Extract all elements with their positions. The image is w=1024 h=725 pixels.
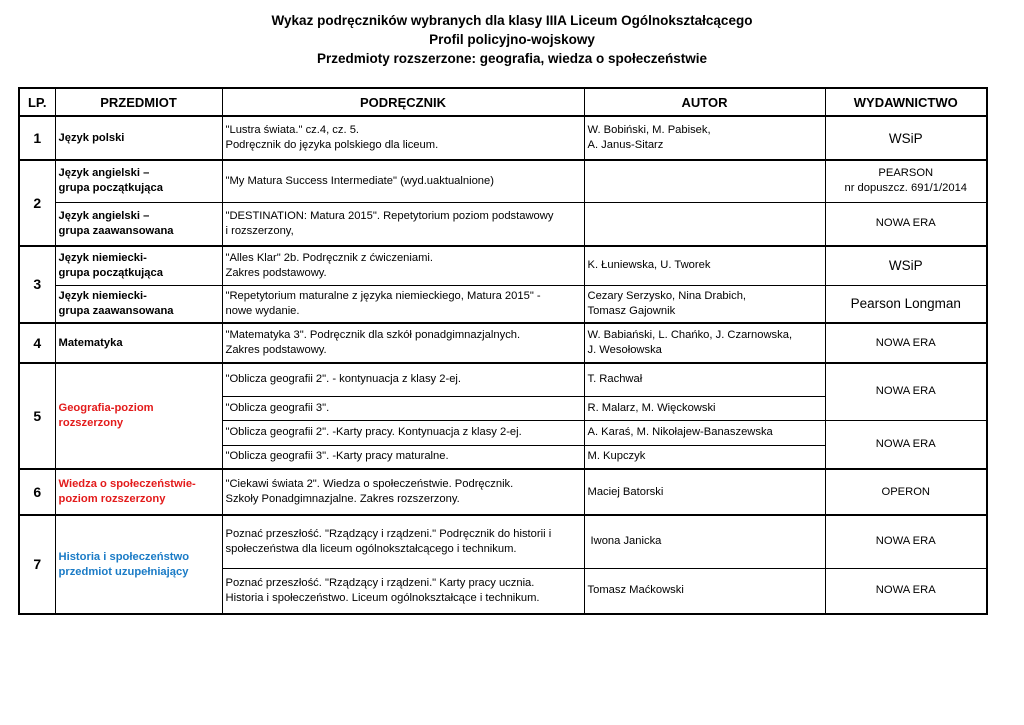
publisher-cell: NOWA ERA <box>825 323 987 363</box>
author-cell: R. Malarz, M. Więckowski <box>584 396 825 420</box>
table-row <box>19 515 987 568</box>
author-cell: T. Rachwał <box>584 363 825 396</box>
row-number: 7 <box>19 515 55 614</box>
author-cell: Cezary Serzysko, Nina Drabich, Tomasz Gajownik <box>584 285 825 323</box>
publisher-cell: PEARSON nr dopuszcz. 691/1/2014 <box>825 160 987 202</box>
author-cell: A. Karaś, M. Nikołajew-Banaszewska <box>584 420 825 445</box>
row-number: 1 <box>19 116 55 160</box>
author-cell: Iwona Janicka <box>584 515 825 568</box>
subject-cell: Matematyka <box>55 323 222 363</box>
author-cell: Maciej Batorski <box>584 469 825 515</box>
author-cell: K. Łuniewska, U. Tworek <box>584 246 825 285</box>
book-cell: Poznać przeszłość. "Rządzący i rządzeni." Podręcznik do historii i społeczeństwa dla liceum ogólnokształcącego i technikum. <box>222 515 584 568</box>
author-cell: M. Kupczyk <box>584 445 825 469</box>
author-cell: W. Bobiński, M. Pabisek, A. Janus-Sitarz <box>584 116 825 160</box>
subject-cell: Język niemiecki- grupa zaawansowana <box>55 285 222 323</box>
subject-cell: Język polski <box>55 116 222 160</box>
group-english <box>19 160 987 246</box>
subjects-title: Przedmioty rozszerzone: geografia, wiedza o społeczeństwie <box>316 51 708 66</box>
table-row <box>19 363 987 396</box>
col-book: PODRĘCZNIK <box>222 88 584 116</box>
publisher-cell: NOWA ERA <box>825 363 987 420</box>
subject-cell: Wiedza o społeczeństwie- poziom rozszerzony <box>55 469 222 515</box>
book-cell: "Matematyka 3". Podręcznik dla szkół ponadgimnazjalnych. Zakres podstawowy. <box>222 323 584 363</box>
group-history <box>19 515 987 614</box>
row-number: 2 <box>19 160 55 246</box>
book-cell: "Oblicza geografii 3". -Karty pracy maturalne. <box>222 445 584 469</box>
book-cell: Poznać przeszłość. "Rządzący i rządzeni." Karty pracy ucznia. Historia i społeczeństwo. Liceum ogólnokształcące i technikum. <box>222 568 584 614</box>
textbook-table <box>18 87 988 615</box>
publisher-cell: Pearson Longman <box>825 285 987 323</box>
col-publisher: WYDAWNICTWO <box>825 88 987 116</box>
subject-cell: Język angielski – grupa zaawansowana <box>55 202 222 246</box>
group-civics <box>19 469 987 515</box>
book-cell: "Oblicza geografii 2". -Karty pracy. Kontynuacja z klasy 2-ej. <box>222 420 584 445</box>
row-number: 3 <box>19 246 55 323</box>
col-subject: PRZEDMIOT <box>55 88 222 116</box>
book-cell: "Ciekawi świata 2". Wiedza o społeczeństwie. Podręcznik. Szkoły Ponadgimnazjalne. Zakres rozszerzony. <box>222 469 584 515</box>
group-polish <box>19 116 987 160</box>
col-lp: LP. <box>19 88 55 116</box>
book-cell: "Oblicza geografii 2". - kontynuacja z klasy 2-ej. <box>222 363 584 396</box>
publisher-cell: NOWA ERA <box>825 420 987 469</box>
table-row <box>19 323 987 363</box>
publisher-cell: NOWA ERA <box>825 568 987 614</box>
publisher-cell: NOWA ERA <box>825 515 987 568</box>
table-row <box>19 246 987 285</box>
row-number: 6 <box>19 469 55 515</box>
group-geography <box>19 363 987 469</box>
author-cell <box>584 202 825 246</box>
publisher-cell: WSiP <box>825 116 987 160</box>
subject-cell: Historia i społeczeństwo przedmiot uzupełniający <box>55 515 222 614</box>
group-german <box>19 246 987 323</box>
subject-cell: Język niemiecki- grupa początkująca <box>55 246 222 285</box>
row-number: 4 <box>19 323 55 363</box>
author-cell: Tomasz Maćkowski <box>584 568 825 614</box>
publisher-cell: NOWA ERA <box>825 202 987 246</box>
book-cell: "My Matura Success Intermediate" (wyd.uaktualnione) <box>222 160 584 202</box>
subject-cell: Język angielski – grupa początkująca <box>55 160 222 202</box>
table-header-row <box>19 88 987 116</box>
profile-title: Profil policyjno-wojskowy <box>429 32 595 47</box>
book-cell: "Lustra świata." cz.4, cz. 5. Podręcznik do języka polskiego dla liceum. <box>222 116 584 160</box>
author-cell <box>584 160 825 202</box>
table-row <box>19 285 987 323</box>
row-number: 5 <box>19 363 55 469</box>
table-row <box>19 469 987 515</box>
table-row <box>19 160 987 202</box>
publisher-cell: WSiP <box>825 246 987 285</box>
subject-cell: Geografia-poziom rozszerzony <box>55 363 222 469</box>
book-cell: "Alles Klar" 2b. Podręcznik z ćwiczeniami. Zakres podstawowy. <box>222 246 584 285</box>
author-cell: W. Babiański, L. Chańko, J. Czarnowska, J. Wesołowska <box>584 323 825 363</box>
publisher-cell: OPERON <box>825 469 987 515</box>
book-cell: "Oblicza geografii 3". <box>222 396 584 420</box>
col-author: AUTOR <box>584 88 825 116</box>
document-title: Wykaz podręczników wybranych dla klasy IIIA Liceum Ogólnokształcącego <box>271 13 753 28</box>
table-row <box>19 202 987 246</box>
table-row <box>19 116 987 160</box>
book-cell: "DESTINATION: Matura 2015". Repetytorium poziom podstawowy i rozszerzony, <box>222 202 584 246</box>
book-cell: "Repetytorium maturalne z języka niemieckiego, Matura 2015" - nowe wydanie. <box>222 285 584 323</box>
group-math <box>19 323 987 363</box>
